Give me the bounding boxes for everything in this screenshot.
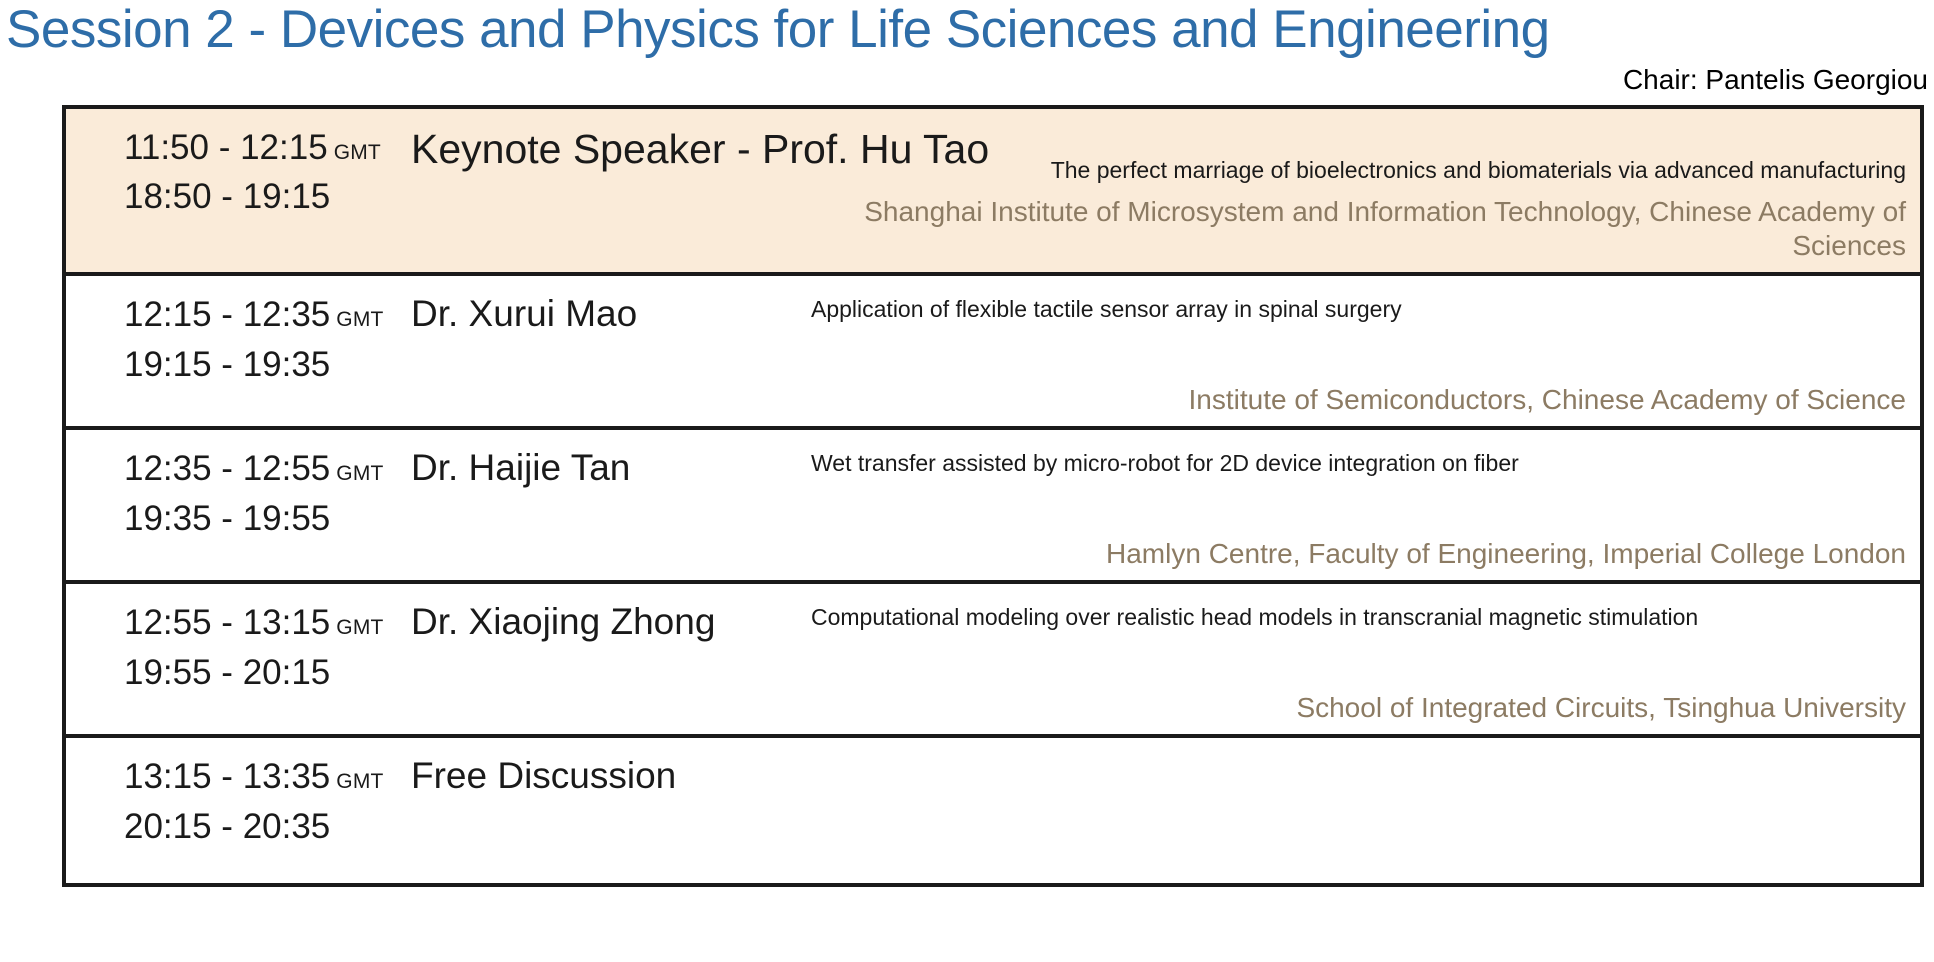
table-row <box>66 584 1920 738</box>
page-title: Session 2 - Devices and Physics for Life Sciences and Engineering <box>6 0 1550 59</box>
table-row <box>66 276 1920 430</box>
talk-title: Computational modeling over realistic head models in transcranial magnetic stimulation <box>811 604 1699 631</box>
timezone-label: GMT <box>336 616 384 640</box>
detail-cell <box>811 738 1920 883</box>
time-secondary: 19:15 - 19:35 <box>124 344 331 384</box>
time-primary-value: 13:15 - 13:35 <box>124 757 331 797</box>
talk-title: Application of flexible tactile sensor array in spinal surgery <box>811 296 1402 323</box>
detail-cell <box>811 430 1920 580</box>
timezone-label: GMT <box>336 462 384 486</box>
talk-title: The perfect marriage of bioelectronics and biomaterials via advanced manufacturing <box>1050 156 1906 183</box>
time-primary <box>124 123 411 173</box>
time-primary <box>124 598 411 648</box>
time-cell <box>66 430 411 580</box>
speaker-name: Dr. Haijie Tan <box>411 447 631 489</box>
time-primary-value: 12:15 - 12:35 <box>124 295 331 335</box>
timezone-label: GMT <box>336 770 384 794</box>
table-row <box>66 738 1920 883</box>
time-primary <box>124 752 411 802</box>
time-cell <box>66 276 411 426</box>
timezone-label: GMT <box>336 308 384 332</box>
time-primary-value: 12:55 - 13:15 <box>124 603 331 643</box>
detail-cell <box>841 109 1920 273</box>
speaker-name: Free Discussion <box>411 755 677 797</box>
time-cell <box>66 584 411 734</box>
speaker-name: Keynote Speaker - Prof. Hu Tao <box>411 125 990 172</box>
detail-cell <box>811 584 1920 734</box>
time-secondary: 19:35 - 19:55 <box>124 498 331 538</box>
time-cell <box>66 738 411 883</box>
affiliation: School of Integrated Circuits, Tsinghua University <box>1296 691 1906 723</box>
affiliation: Institute of Semiconductors, Chinese Academy of Science <box>1188 383 1906 415</box>
table-row <box>66 430 1920 584</box>
time-secondary: 18:50 - 19:15 <box>124 177 331 217</box>
time-primary <box>124 444 411 494</box>
talk-title: Wet transfer assisted by micro-robot for 2D device integration on fiber <box>811 450 1519 477</box>
timezone-label: GMT <box>333 140 381 164</box>
schedule-table <box>62 105 1924 888</box>
affiliation: Hamlyn Centre, Faculty of Engineering, Imperial College London <box>1106 537 1906 569</box>
time-cell <box>66 109 411 273</box>
time-primary-value: 11:50 - 12:15 <box>124 127 328 167</box>
time-primary <box>124 290 411 340</box>
affiliation <box>811 863 1906 873</box>
affiliation: Shanghai Institute of Microsystem and Information Technology, Chinese Academy of Sciences <box>864 196 1906 261</box>
detail-cell <box>811 276 1920 426</box>
time-secondary: 19:55 - 20:15 <box>124 652 331 692</box>
session-chair: Chair: Pantelis Georgiou <box>1622 63 1928 95</box>
table-row <box>66 109 1920 277</box>
time-secondary: 20:15 - 20:35 <box>124 806 331 846</box>
time-primary-value: 12:35 - 12:55 <box>124 449 331 489</box>
speaker-name: Dr. Xurui Mao <box>411 293 638 335</box>
speaker-name: Dr. Xiaojing Zhong <box>411 601 716 643</box>
